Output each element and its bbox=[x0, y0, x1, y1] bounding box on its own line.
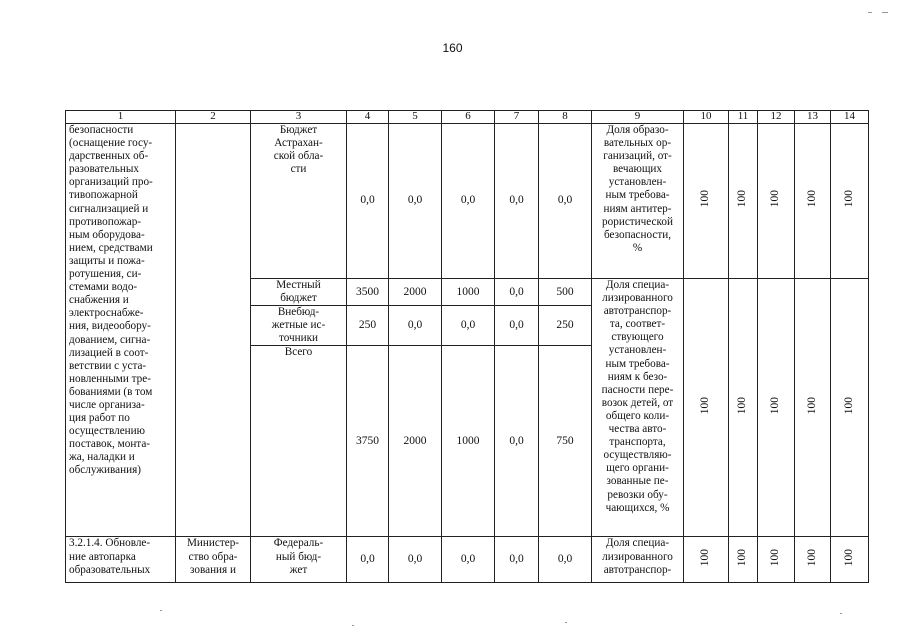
header-cell: 10 bbox=[684, 111, 729, 124]
header-cell: 4 bbox=[347, 111, 389, 124]
table-row bbox=[66, 537, 869, 583]
target-cell bbox=[729, 124, 758, 279]
measure-description: 3.2.1.4. Обновле- ние автопарка образовательных bbox=[66, 537, 176, 583]
value-cell: 500 bbox=[539, 279, 592, 306]
value-cell: 0,0 bbox=[442, 537, 495, 583]
header-cell: 12 bbox=[758, 111, 795, 124]
scan-speck bbox=[882, 12, 888, 13]
value-cell: 0,0 bbox=[442, 124, 495, 279]
target-cell bbox=[795, 537, 831, 583]
value-cell: 0,0 bbox=[495, 306, 539, 346]
funding-source: Местный бюджет bbox=[251, 279, 347, 306]
header-cell: 5 bbox=[389, 111, 442, 124]
target-cell bbox=[758, 279, 795, 537]
scan-speck bbox=[868, 12, 872, 13]
page-number: 160 bbox=[442, 41, 463, 55]
header-cell: 8 bbox=[539, 111, 592, 124]
target-cell bbox=[684, 279, 729, 537]
target-cell bbox=[795, 279, 831, 537]
header-cell: 14 bbox=[831, 111, 869, 124]
program-table bbox=[65, 110, 869, 583]
target-value: 100 bbox=[805, 549, 818, 567]
value-cell: 0,0 bbox=[495, 279, 539, 306]
value-cell: 1000 bbox=[442, 279, 495, 306]
value-cell: 250 bbox=[539, 306, 592, 346]
funding-source: Внебюд- жетные ис- точники bbox=[251, 306, 347, 346]
value-cell: 250 bbox=[347, 306, 389, 346]
target-value: 100 bbox=[736, 397, 749, 415]
target-value: 100 bbox=[842, 549, 855, 567]
executor-cell: Министер- ство обра- зования и bbox=[176, 537, 251, 583]
scan-speck bbox=[565, 622, 567, 623]
target-value: 100 bbox=[769, 397, 782, 415]
header-cell: 2 bbox=[176, 111, 251, 124]
target-cell bbox=[831, 537, 869, 583]
value-cell: 2000 bbox=[389, 279, 442, 306]
target-value: 100 bbox=[805, 190, 818, 208]
table-row bbox=[66, 124, 869, 279]
target-value: 100 bbox=[769, 549, 782, 567]
scan-speck bbox=[160, 610, 162, 611]
indicator-cell: Доля специа- лизированного автотранспор- bbox=[592, 537, 684, 583]
value-cell: 3500 bbox=[347, 279, 389, 306]
header-cell: 3 bbox=[251, 111, 347, 124]
header-cell: 1 bbox=[66, 111, 176, 124]
indicator-cell: Доля образо- вательных ор- ганизаций, от- вечающих установлен- ным требова- ниям антитер- рористической безопасности, % bbox=[592, 124, 684, 279]
value-cell: 0,0 bbox=[539, 537, 592, 583]
target-cell bbox=[729, 537, 758, 583]
value-cell: 3750 bbox=[347, 346, 389, 537]
value-cell: 0,0 bbox=[442, 306, 495, 346]
target-value: 100 bbox=[842, 397, 855, 415]
value-cell: 0,0 bbox=[495, 537, 539, 583]
funding-source: Федераль- ный бюд- жет bbox=[251, 537, 347, 583]
value-cell: 0,0 bbox=[389, 537, 442, 583]
target-value: 100 bbox=[736, 549, 749, 567]
indicator-cell: Доля специа- лизированного автотранспор- та, соответ- ствующего установлен- ным требова- ниям к безо- пасности пере- возок детей, от общего коли- чества авто- транспорта, осуществляю- щего органи- зованные пе- ревозки обу- чающихся, % bbox=[592, 279, 684, 537]
value-cell: 0,0 bbox=[347, 537, 389, 583]
value-cell: 0,0 bbox=[539, 124, 592, 279]
value-cell: 0,0 bbox=[389, 306, 442, 346]
value-cell: 0,0 bbox=[495, 346, 539, 537]
funding-source: Всего bbox=[251, 346, 347, 537]
executor-cell bbox=[176, 124, 251, 537]
value-cell: 0,0 bbox=[495, 124, 539, 279]
value-cell: 0,0 bbox=[389, 124, 442, 279]
target-value: 100 bbox=[805, 397, 818, 415]
target-cell bbox=[729, 279, 758, 537]
target-value: 100 bbox=[699, 549, 712, 567]
target-cell bbox=[758, 124, 795, 279]
funding-source: Бюджет Астрахан- ской обла- сти bbox=[251, 124, 347, 279]
target-cell bbox=[795, 124, 831, 279]
scan-speck bbox=[352, 625, 354, 626]
header-cell: 9 bbox=[592, 111, 684, 124]
measure-description: безопасности (оснащение госу- дарственных об- разовательных организаций про- тивопожарной сигнализацией и противопожар- ным оборудова- нием, средствами защиты и пожа- ротушения, си- стемами водо- снабжения и электроснабже- ния, видеообору- дованием, сигна- лизацией в соот- ветствии с уста- новленными тре- бованиями (в том числе организа- ция работ по осуществлению поставок, монта- жа, наладки и обслуживания) bbox=[66, 124, 176, 537]
value-cell: 750 bbox=[539, 346, 592, 537]
target-cell bbox=[758, 537, 795, 583]
value-cell: 2000 bbox=[389, 346, 442, 537]
target-cell bbox=[684, 124, 729, 279]
header-cell: 13 bbox=[795, 111, 831, 124]
target-cell bbox=[684, 537, 729, 583]
target-cell bbox=[831, 279, 869, 537]
header-cell: 7 bbox=[495, 111, 539, 124]
value-cell: 1000 bbox=[442, 346, 495, 537]
value-cell: 0,0 bbox=[347, 124, 389, 279]
target-value: 100 bbox=[699, 190, 712, 208]
target-value: 100 bbox=[699, 397, 712, 415]
header-cell: 6 bbox=[442, 111, 495, 124]
header-row bbox=[66, 111, 869, 124]
header-cell: 11 bbox=[729, 111, 758, 124]
scan-speck bbox=[840, 613, 842, 614]
target-value: 100 bbox=[769, 190, 782, 208]
target-value: 100 bbox=[736, 190, 749, 208]
target-value: 100 bbox=[842, 190, 855, 208]
target-cell bbox=[831, 124, 869, 279]
